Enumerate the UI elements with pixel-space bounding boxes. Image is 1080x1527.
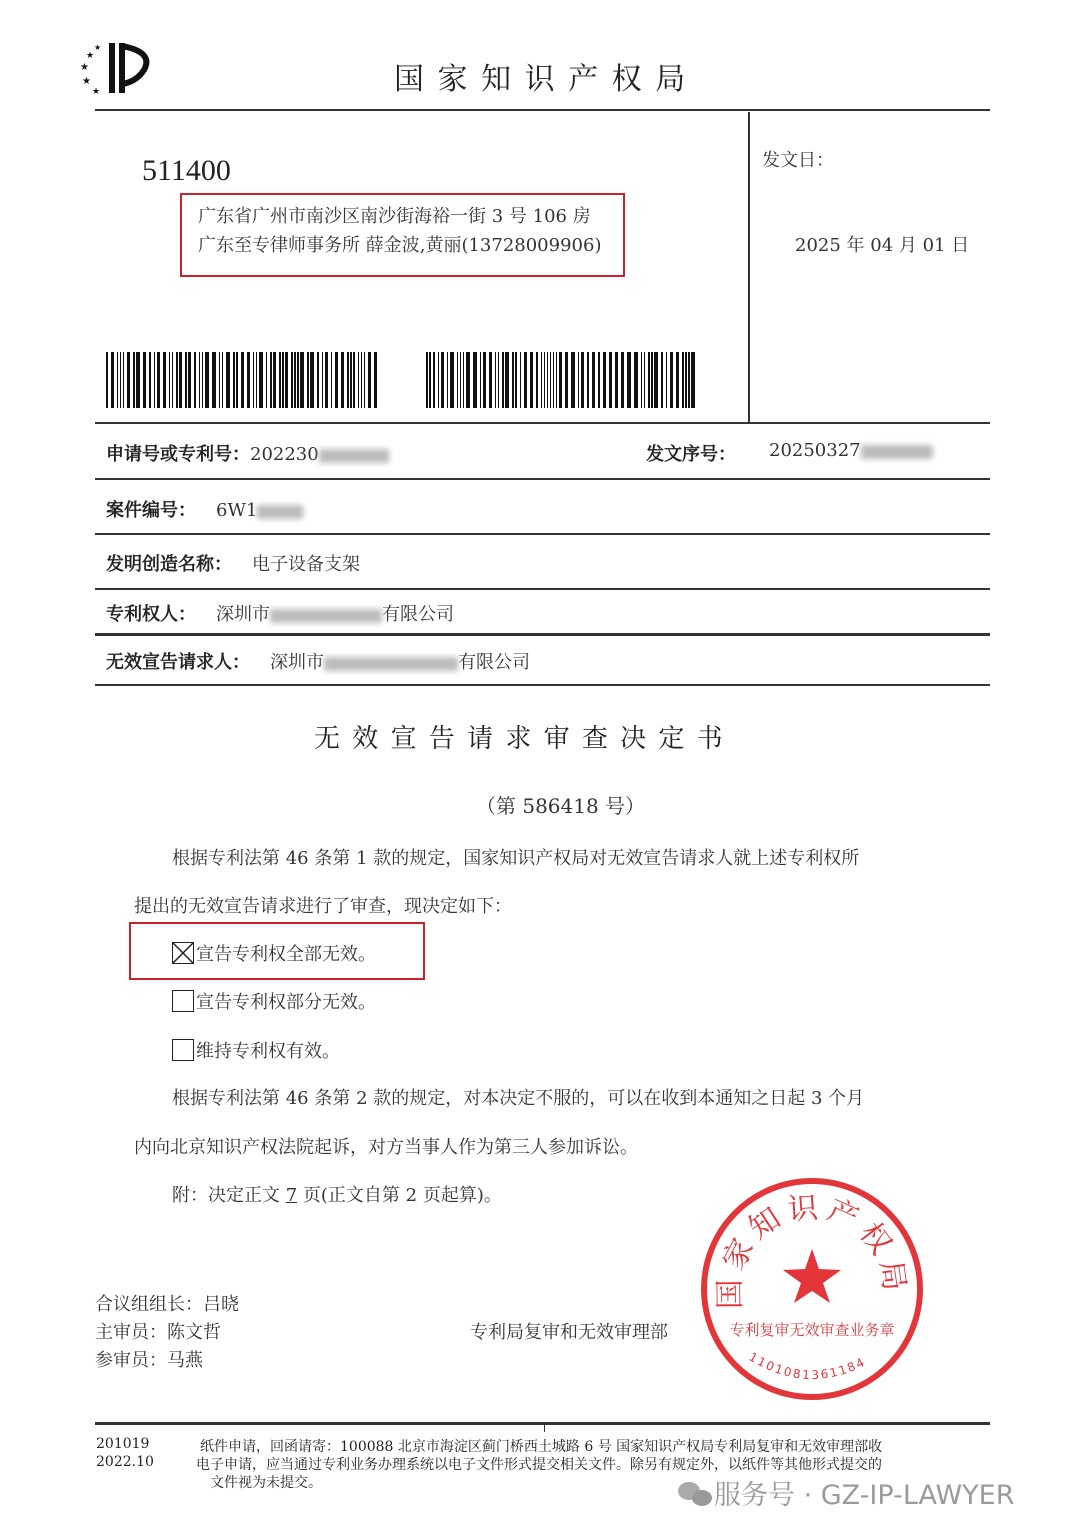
address-line-2: 广东至专律师事务所 薛金波,黄丽(13728009906) xyxy=(198,235,602,256)
agency-name: 国 家 知 识 产 权 局 xyxy=(394,62,688,97)
department: 专利局复审和无效审理部 xyxy=(470,1322,668,1343)
decision-title: 无 效 宣 告 请 求 审 查 决 定 书 xyxy=(314,724,725,754)
option-invalid-all xyxy=(172,940,376,966)
form-date: 2022.10 xyxy=(96,1454,154,1470)
option-invalid-partial xyxy=(172,988,376,1014)
divider xyxy=(95,533,990,535)
redacted xyxy=(861,445,933,459)
patentee-suffix: 有限公司 xyxy=(382,604,454,625)
option-maintain xyxy=(172,1037,340,1063)
attach-text: 附：决定正文 xyxy=(172,1185,286,1206)
svg-text:1101081361184: 1101081361184 xyxy=(746,1349,869,1383)
checked-checkbox-icon xyxy=(172,942,194,964)
svg-text:★: ★ xyxy=(80,62,89,73)
divider xyxy=(95,633,990,636)
redacted xyxy=(270,609,382,623)
paragraph-2a: 根据专利法第 46 条第 2 款的规定，对本决定不服的，可以在收到本通知之日起 3 个月 xyxy=(172,1088,865,1109)
barcode-2 xyxy=(426,352,698,408)
watermark-text: 服务号 · GZ-IP-LAWYER xyxy=(714,1480,1015,1511)
attach-pages: 7 xyxy=(285,1185,298,1206)
divider xyxy=(95,684,990,686)
footer-divider xyxy=(95,1422,990,1425)
panel-participant: 参审员：马燕 xyxy=(95,1350,203,1371)
option-label: 宣告专利权部分无效。 xyxy=(196,992,376,1013)
svg-text:国家知识产权局: 国家知识产权局 xyxy=(712,1190,913,1310)
svg-text:专利复审无效审查业务章: 专利复审无效审查业务章 xyxy=(729,1321,895,1339)
divider xyxy=(95,478,990,480)
divider xyxy=(95,588,990,590)
patentee-label: 专利权人： xyxy=(106,604,196,625)
patentee-prefix: 深圳市 xyxy=(216,604,270,625)
redacted xyxy=(324,657,458,671)
attach-text: 页(正文自第 2 页起算)。 xyxy=(297,1185,502,1206)
case-number: 6W1 xyxy=(216,500,258,521)
case-number-label: 案件编号： xyxy=(106,500,196,521)
serial-number-label: 发文序号： xyxy=(646,444,736,465)
checkbox-icon xyxy=(172,1039,194,1061)
cnipa-logo-icon xyxy=(78,38,158,98)
footer-line-1: 纸件申请，回函请寄：100088 北京市海淀区蓟门桥西土城路 6 号 国家知识产权局专利局复审和无效审理部收 xyxy=(200,1439,883,1455)
decision-number: （第 586418 号） xyxy=(476,794,646,818)
application-number-label: 申请号或专利号： xyxy=(106,444,250,465)
footer-line-3: 文件视为未提交。 xyxy=(210,1475,322,1491)
form-code: 201019 xyxy=(96,1436,150,1452)
issue-date: 2025 年 04 月 01 日 xyxy=(795,235,970,256)
paragraph-2b: 内向北京知识产权法院起诉，对方当事人作为第三人参加诉讼。 xyxy=(134,1137,638,1158)
requester-suffix: 有限公司 xyxy=(458,652,530,673)
redacted xyxy=(319,449,389,463)
svg-text:★: ★ xyxy=(86,51,95,61)
tick xyxy=(544,1424,545,1432)
checkbox-icon xyxy=(172,990,194,1012)
divider xyxy=(95,109,990,111)
watermark xyxy=(678,1480,1015,1512)
panel-leader: 合议组组长：吕晓 xyxy=(95,1294,239,1315)
divider xyxy=(95,422,990,424)
option-label: 宣告专利权全部无效。 xyxy=(196,944,376,965)
paragraph-1b: 提出的无效宣告请求进行了审查，现决定如下： xyxy=(134,896,512,917)
svg-text:★: ★ xyxy=(92,87,101,97)
application-number: 202230 xyxy=(250,444,319,465)
footer-line-2: 电子申请，应当通过专利业务办理系统以电子文件形式提交相关文件。除另有规定外，以纸件等其他形式提交的 xyxy=(196,1457,882,1473)
barcode-gap xyxy=(377,352,380,408)
barcode-1 xyxy=(106,352,380,408)
option-label: 维持专利权有效。 xyxy=(196,1041,340,1062)
wechat-icon xyxy=(678,1480,714,1508)
invention-title-label: 发明创造名称： xyxy=(106,554,232,575)
requester-prefix: 深圳市 xyxy=(270,652,324,673)
invention-title: 电子设备支架 xyxy=(252,554,360,575)
barcode-gap xyxy=(695,352,698,408)
paragraph-1a: 根据专利法第 46 条第 1 款的规定，国家知识产权局对无效宣告请求人就上述专利权所 xyxy=(172,848,860,869)
requester-label: 无效宣告请求人： xyxy=(106,652,250,673)
divider xyxy=(748,112,750,422)
redacted xyxy=(257,505,303,519)
address-line-1: 广东省广州市南沙区南沙街海裕一街 3 号 106 房 xyxy=(198,206,591,227)
panel-examiner: 主审员：陈文哲 xyxy=(95,1322,221,1343)
attachment-note xyxy=(172,1181,502,1207)
serial-number: 20250327 xyxy=(769,440,861,461)
issue-date-label: 发文日： xyxy=(762,150,834,171)
official-seal-icon xyxy=(698,1175,926,1403)
svg-text:★: ★ xyxy=(82,76,91,87)
postcode: 511400 xyxy=(142,154,231,187)
svg-text:★: ★ xyxy=(94,43,102,52)
